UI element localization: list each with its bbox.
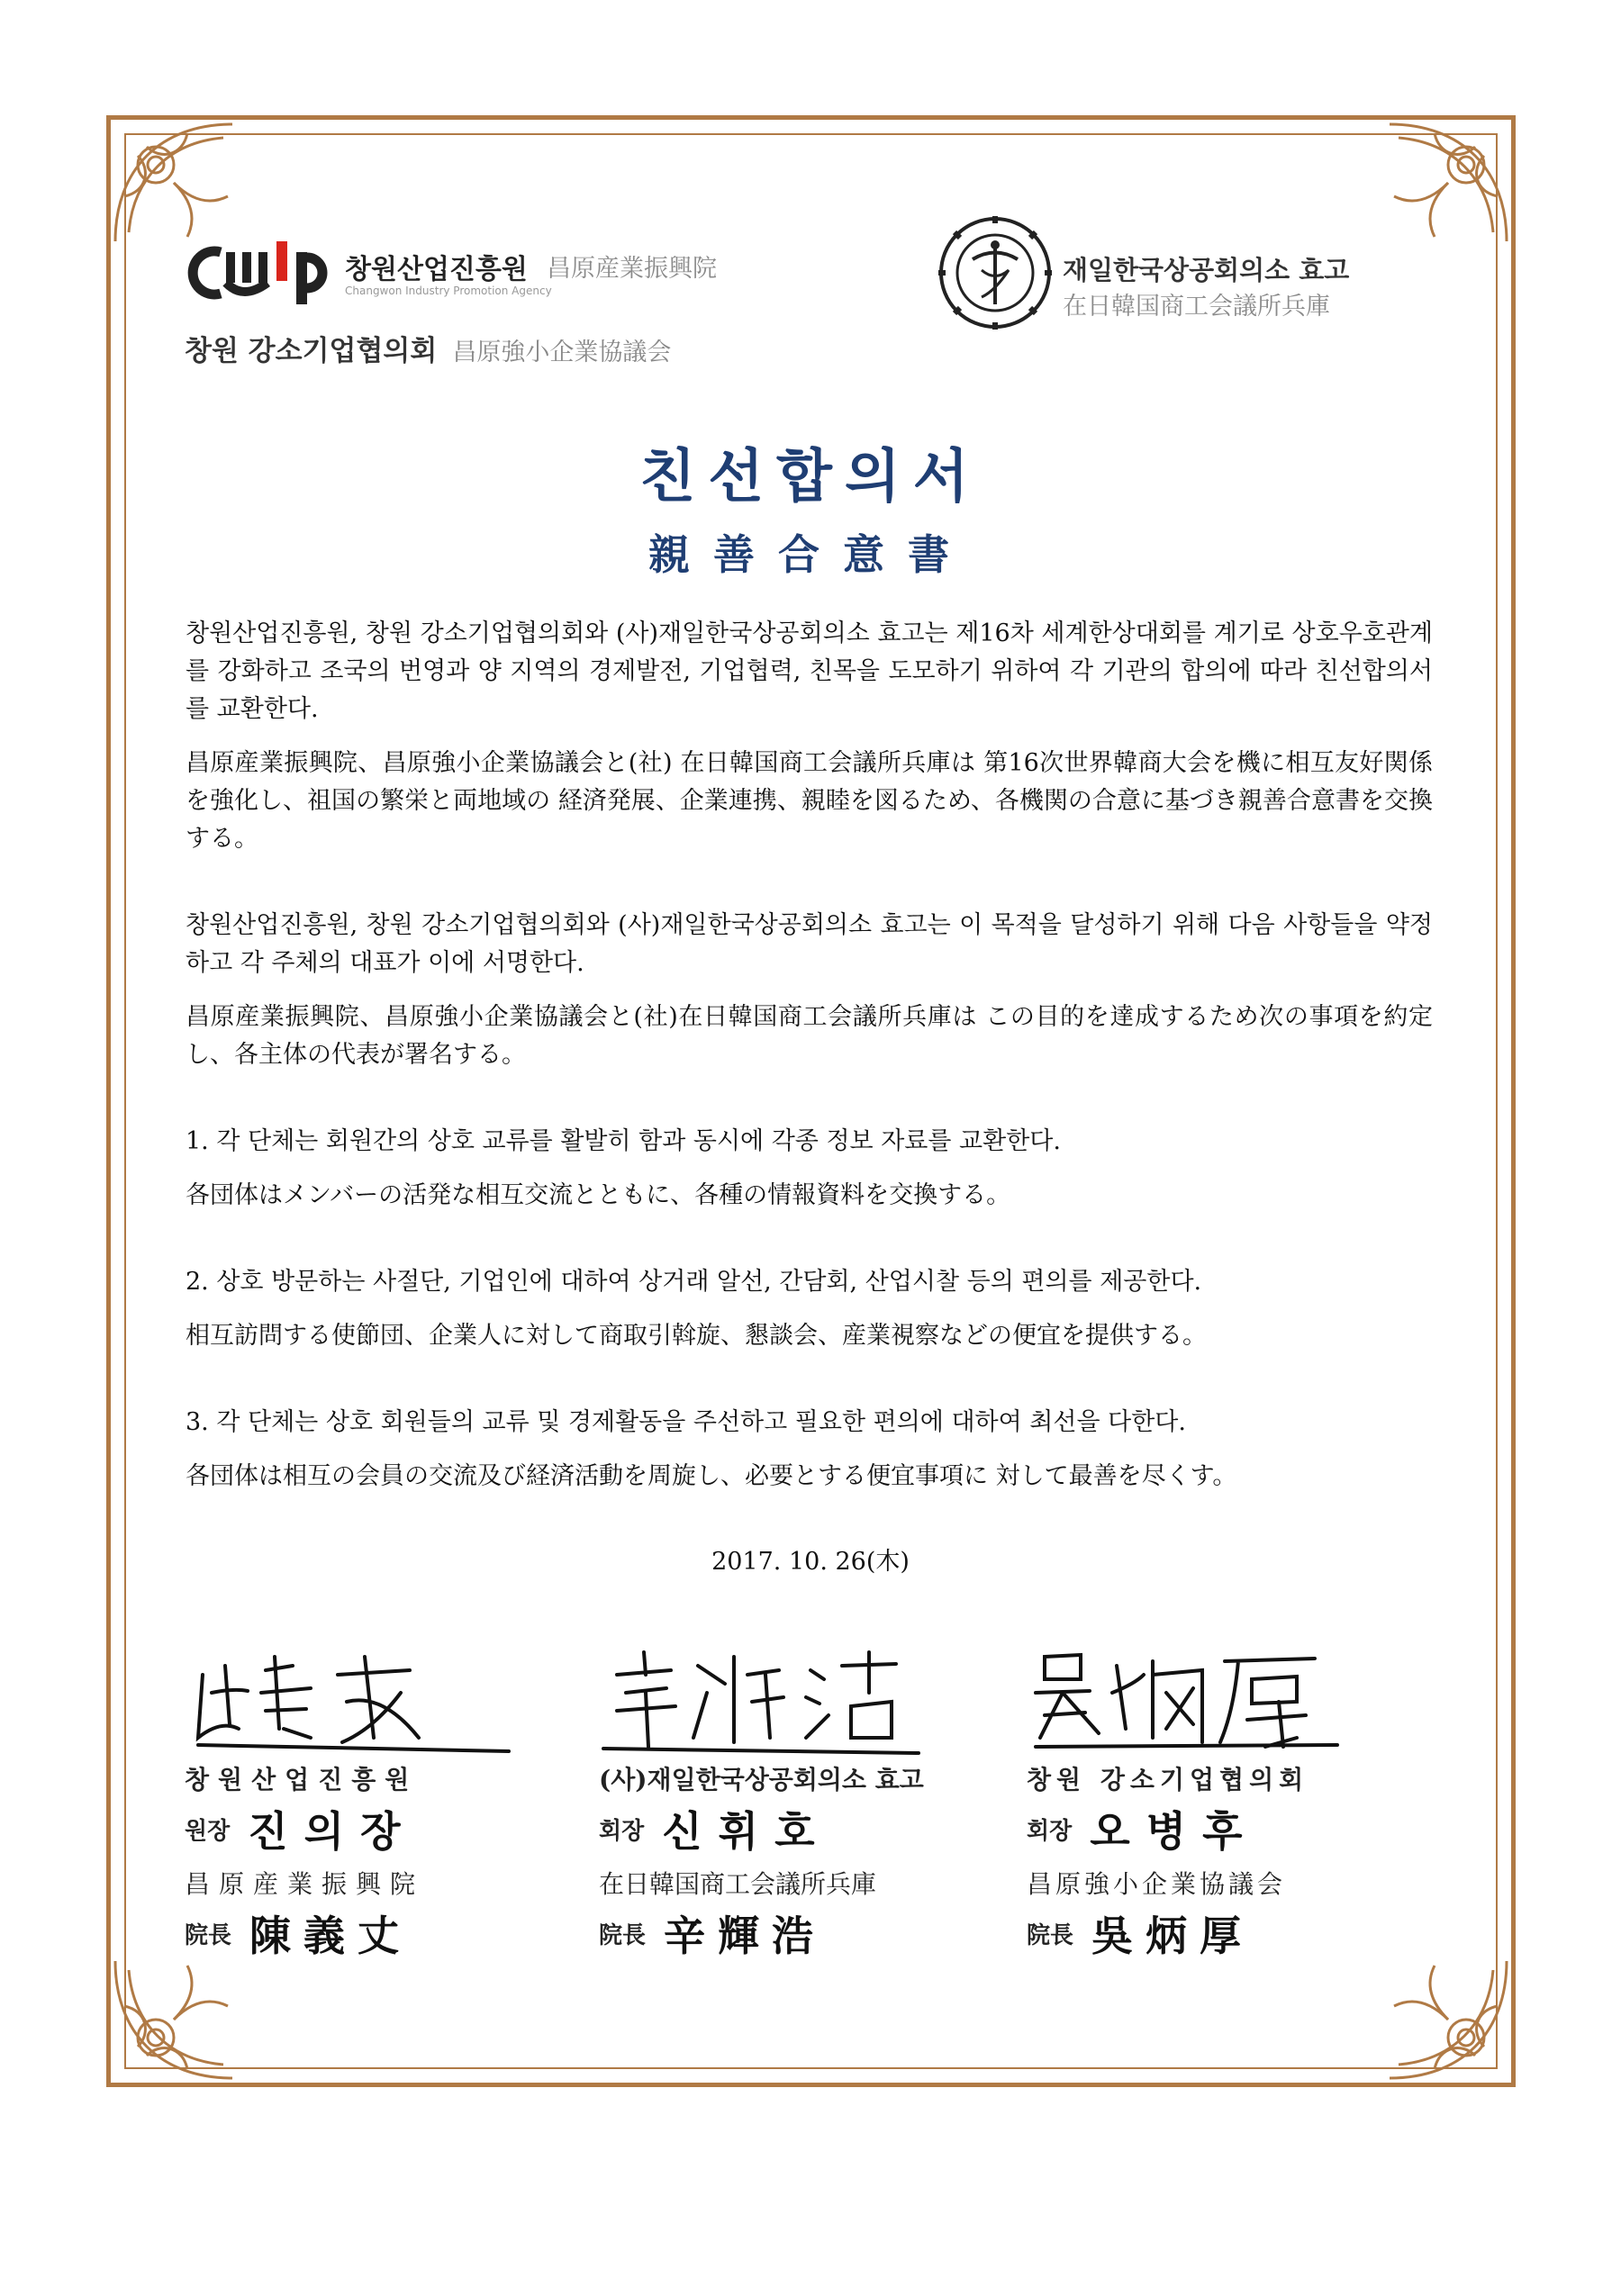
handwritten-signature-1 (185, 1639, 527, 1756)
signatory-cwip (185, 1765, 527, 1961)
signatory-role-korean: 원장 (185, 1817, 231, 1845)
cwip-name-english: Changwon Industry Promotion Agency (345, 285, 552, 297)
signatory-org-chinese: 昌原強小企業協議会 (1027, 1869, 1287, 1899)
signatory-sme-council (1027, 1765, 1369, 1961)
signatory-name-chinese: 辛輝浩 (664, 1912, 827, 1960)
corner-ornament-icon (1381, 1952, 1516, 2087)
sme-name-korean: 창원 강소기업협의회 (185, 335, 438, 367)
signatory-org-korean: 창원산업진흥원 (185, 1765, 419, 1794)
cwip-name-korean: 창원산업진흥원 (345, 254, 528, 285)
signatory-name-korean: 신휘호 (662, 1807, 831, 1856)
signatory-name-chinese: 吳炳厚 (1091, 1912, 1254, 1960)
clause-3-japanese: 各団体は相互の会員の交流及び経済活動を周旋し、必要とする便宜事項に 対して最善を尽くす。 (186, 1462, 1237, 1490)
signatory-role-korean: 회장 (599, 1817, 645, 1845)
sme-name-chinese: 昌原強小企業協議会 (452, 339, 672, 366)
cwip-logo-mark-icon (185, 241, 333, 304)
chamber-seal-icon (937, 214, 1054, 331)
clause-1-korean: 1. 각 단체는 회원간의 상호 교류를 활발히 함과 동시에 각종 정보 자료를 교환한다. (186, 1127, 1061, 1155)
signatory-name-chinese: 陳義丈 (249, 1912, 412, 1960)
paragraph-purpose-korean: 창원산업진흥원, 창원 강소기업협의회와 (사)재일한국상공회의소 효고는 제16차 세계한상대회를 계기로 상호우호관계를 강화하고 조국의 번영과 양 지역의 경제발전, 기업협력, 친목을 도모하기 위하여 각 기관의 합의에 따라 친선합의서를 교환한다. (186, 619, 1433, 723)
corner-ornament-icon (1381, 115, 1516, 250)
sme-council-heading (185, 328, 671, 368)
handwritten-signature-2 (599, 1639, 941, 1756)
corner-ornament-icon (106, 115, 241, 250)
signing-date: 2017. 10. 26(木) (711, 1548, 910, 1576)
signatory-kccij (599, 1765, 941, 1961)
kccij-name-korean: 재일한국상공회의소 효고 (1063, 255, 1350, 285)
signatory-org-chinese: 在日韓国商工会議所兵庫 (599, 1869, 877, 1899)
document-title-korean: 친선합의서 (639, 444, 982, 511)
clause-3-korean: 3. 각 단체는 상호 회원들의 교류 및 경제활동을 주선하고 필요한 편의에 대하여 최선을 다한다. (186, 1408, 1186, 1436)
kccij-logo (937, 214, 1369, 340)
signatory-name-korean: 진의장 (248, 1807, 417, 1856)
signatory-name-korean: 오병후 (1090, 1807, 1259, 1856)
signatory-role-korean: 회장 (1027, 1817, 1073, 1845)
signatory-org-chinese: 昌原産業振興院 (185, 1869, 425, 1899)
signatory-role-chinese: 院長 (599, 1921, 647, 1949)
signatory-role-chinese: 院長 (1027, 1921, 1074, 1949)
agreement-body (186, 615, 1433, 1496)
kccij-name-chinese: 在日韓国商工会議所兵庫 (1063, 293, 1330, 321)
document-title-chinese: 親善合意書 (648, 530, 973, 579)
clause-1-japanese: 各団体はメンバーの活発な相互交流とともに、各種の情報資料を交換する。 (186, 1181, 1011, 1209)
clause-2-korean: 2. 상호 방문하는 사절단, 기업인에 대하여 상거래 알선, 간담회, 산업시찰 등의 편의를 제공한다. (186, 1268, 1202, 1296)
paragraph-agreement-japanese: 昌原産業振興院、昌原強小企業協議会と(社)在日韓国商工会議所兵庫は この目的を達成するため次の事項を約定し、各主体の代表が署名する。 (186, 1003, 1433, 1069)
handwritten-signature-3 (1027, 1639, 1369, 1756)
cwip-name-chinese: 昌原産業振興院 (547, 255, 717, 283)
paragraph-agreement-korean: 창원산업진흥원, 창원 강소기업협의회와 (사)재일한국상공회의소 효고는 이 목적을 달성하기 위해 다음 사항들을 약정하고 각 주체의 대표가 이에 서명한다. (186, 911, 1433, 977)
paragraph-purpose-japanese: 昌原産業振興院、昌原強小企業協議会と(社) 在日韓国商工会議所兵庫は 第16次世界韓商大会を機に相互友好関係を強化し、祖国の繁栄と両地域の 経済発展、企業連携、親睦を図るため、各機関の合意に基づき親善合意書を交換する。 (186, 749, 1433, 853)
clause-2-japanese: 相互訪問する使節団、企業人に対して商取引斡旋、懇談会、産業視察などの便宜を提供する。 (186, 1322, 1207, 1350)
signatory-role-chinese: 院長 (185, 1921, 232, 1949)
signatory-org-korean: 창원 강소기업협의회 (1027, 1765, 1309, 1794)
signatory-org-korean: (사)재일한국상공회의소 효고 (599, 1765, 924, 1794)
cwip-logo (185, 232, 761, 313)
corner-ornament-icon (106, 1952, 241, 2087)
